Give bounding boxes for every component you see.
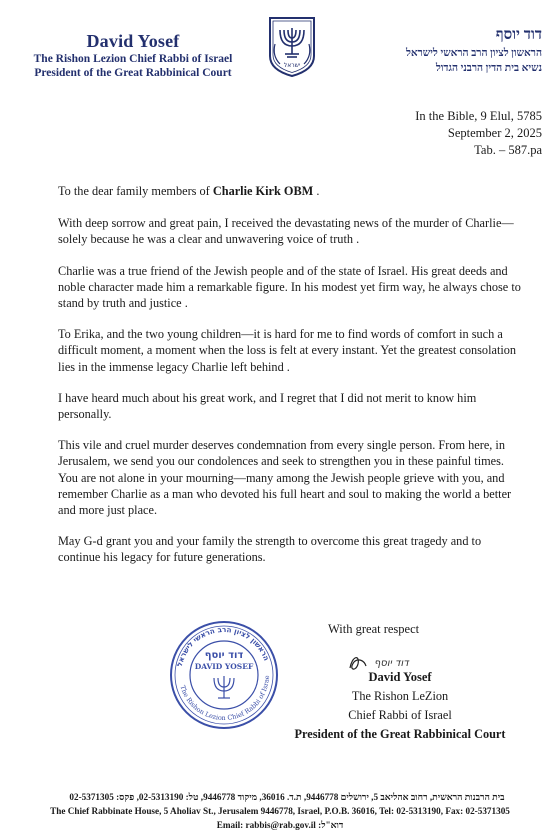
signer-name: David Yosef bbox=[368, 670, 432, 684]
signer-title-1: The Rishon LeZion bbox=[351, 689, 449, 703]
stamp-ring-hebrew-path: הראשון לציון הרב הראשי לישראל bbox=[174, 625, 272, 668]
footer-english-address: The Chief Rabbinate House, 5 Aholiav St., Jerusalem 9446778, Israel, P.O.B. 36016, Tel: 02-5313190, Fax: 02-5371305 bbox=[50, 806, 510, 816]
letterhead-title: The Rishon Lezion Chief Rabbi of Israel bbox=[33, 53, 233, 65]
official-stamp bbox=[167, 618, 281, 732]
salutation-suffix: . bbox=[313, 184, 320, 198]
letterhead-court: President of the Great Rabbinical Court bbox=[34, 67, 232, 79]
signer-title-3: President of the Great Rabbinical Court bbox=[294, 727, 506, 741]
paragraph: I have heard much about his great work, and I regret that I did not merit to know him personally. bbox=[58, 390, 477, 422]
letterhead-hebrew-name: דוד יוסף bbox=[495, 27, 542, 43]
letterhead-english bbox=[18, 30, 248, 80]
signature-block bbox=[290, 668, 510, 744]
paragraph: Charlie was a true friend of the Jewish people and of the state of Israel. His great deeds and noble character made him a remarkable figure. In his modest yet firm way, he always chose to stand by truth and justice . bbox=[58, 263, 521, 311]
salutation bbox=[58, 183, 524, 199]
paragraph: May G-d grant you and your family the strength to overcome this great tragedy and to continue his legacy for future generations. bbox=[58, 534, 482, 565]
salutation-name: Charlie Kirk OBM bbox=[212, 184, 314, 198]
salutation-prefix: To the dear family members of bbox=[58, 184, 213, 198]
footer bbox=[0, 790, 560, 832]
menorah-emblem-icon bbox=[266, 14, 318, 78]
paragraph: To Erika, and the two young children—it is hard for me to find words of comfort in such a difficult moment, a moment when the loss is felt at every instant. Yet the greatest consolation lies in the immense legacy Charlie left behind . bbox=[58, 327, 517, 374]
gregorian-date: September 2, 2025 bbox=[447, 126, 542, 140]
paragraph: With deep sorrow and great pain, I received the devastating news of the murder of Charlie—solely because he was a clear and unwavering voice of truth . bbox=[58, 216, 514, 247]
reference-number: Tab. – 587.pa bbox=[474, 143, 542, 157]
signer-title-2: Chief Rabbi of Israel bbox=[348, 708, 452, 722]
footer-email: Email: rabbis@rab.gov.il :דוא"ל bbox=[216, 820, 344, 830]
stamp-ring-english-path: The Rishon Lezion Chief Rabbi of Israe bbox=[178, 675, 272, 723]
letterhead-hebrew-title: הראשון לציון הרב הראשי לישראל bbox=[405, 48, 542, 59]
stamp-center-hebrew: דוד יוסף bbox=[204, 650, 244, 661]
signature-handwriting: דוד יוסף bbox=[374, 658, 409, 669]
letterhead-hebrew bbox=[352, 24, 542, 76]
stamp-center-english: DAVID YOSEF bbox=[194, 662, 254, 671]
closing-phrase: With great respect bbox=[328, 622, 420, 636]
letterhead-hebrew-court: נשיא בית הדין הרבני הגדול bbox=[435, 63, 542, 74]
letterhead-name: David Yosef bbox=[86, 31, 180, 51]
footer-hebrew-address: בית הרבנות הראשית, רחוב אהליאב 5, ירושלים 9446778, ת.ד. 36016, מיקוד 9446778, טל: 02-5313190, פקס: 02-5371305 bbox=[69, 792, 505, 802]
hebrew-date: In the Bible, 9 Elul, 5785 bbox=[415, 109, 542, 123]
emblem-label: ישראל bbox=[283, 62, 301, 69]
letter-body bbox=[58, 183, 524, 581]
stamp-menorah-icon bbox=[214, 676, 234, 698]
paragraph: This vile and cruel murder deserves condemnation from every single person. From here, in Jerusalem, we send you our condolences and seek to strengthen you in these painful times. You are not alone in your mourning—many among the Jewish people grieve with you, and remember Charlie as a man who devoted his full heart and soul to making the world a better and more just place. bbox=[58, 438, 512, 518]
date-block bbox=[342, 108, 542, 159]
